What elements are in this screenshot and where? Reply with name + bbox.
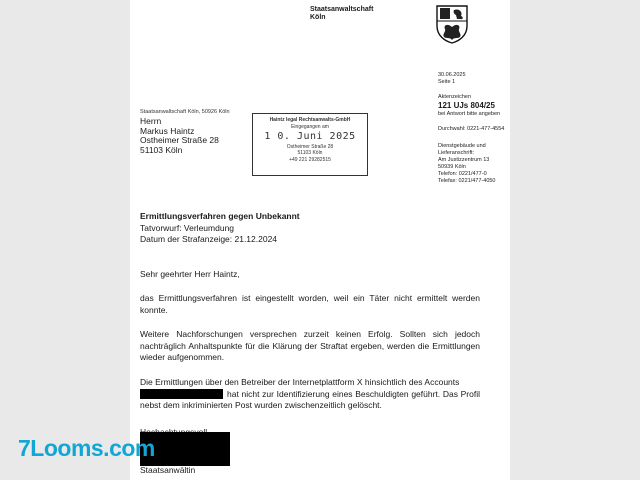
subject-complaint-date: Datum der Strafanzeige: 21.12.2024 xyxy=(140,234,278,244)
page-number: Seite 1 xyxy=(438,79,456,85)
authority-city: Köln xyxy=(310,14,326,21)
stamp-address-line: Ostheimer Straße 28 xyxy=(286,143,334,150)
aktenzeichen-label: Aktenzeichen xyxy=(438,94,472,100)
stamp-address-line: +49 221 29282515 xyxy=(289,156,331,163)
redacted-account-name xyxy=(140,389,223,399)
sender-return-address: Staatsanwaltschaft Köln, 50926 Köln xyxy=(140,109,230,115)
scan-background-right xyxy=(510,0,640,480)
stamp-firm: Haintz legal Rechtsanwalts-GmbH xyxy=(269,117,351,123)
office-address-line: Telefon: 0221/477-0 xyxy=(438,171,487,177)
stamp-address-line: 51103 Köln xyxy=(297,150,323,156)
office-address-line: 50939 Köln xyxy=(438,164,466,170)
recipient-line: Herrn xyxy=(140,116,162,126)
letter-date: 30.06.2025 xyxy=(438,72,466,78)
paragraph-text: Die Ermittlungen über den Betreiber der Internetplattform X hinsichtlich des Accounts xyxy=(140,377,460,387)
office-address xyxy=(438,143,510,185)
authority-name: Staatsanwaltschaft xyxy=(310,6,374,13)
office-address-line: Lieferanschrift: xyxy=(438,150,475,156)
subject-title: Ermittlungsverfahren gegen Unbekannt xyxy=(140,211,300,221)
stamp-date: 1 0. Juni 2025 xyxy=(264,131,356,142)
aktenzeichen-note: bei Antwort bitte angeben xyxy=(438,111,501,117)
watermark-logo: 7Looms.com xyxy=(18,435,155,461)
salutation: Sehr geehrter Herr Haintz, xyxy=(140,269,240,279)
subject-charge: Tatvorwurf: Verleumdung xyxy=(140,223,235,233)
aktenzeichen: 121 UJs 804/25 xyxy=(438,101,495,110)
recipient-address xyxy=(140,117,219,155)
office-address-line: Telefax: 0221/477-4050 xyxy=(438,178,496,184)
recipient-line: Ostheimer Straße 28 xyxy=(140,135,219,145)
signatory-role: Staatsanwältin xyxy=(140,465,196,475)
received-stamp xyxy=(252,113,368,176)
paragraph-platform-account xyxy=(140,377,480,412)
recipient-line: Markus Haintz xyxy=(140,125,195,136)
letter-page xyxy=(130,0,510,480)
paragraph-discontinued: das Ermittlungsverfahren ist eingestellt worden, weil ein Täter nicht ermittelt werden konnte. xyxy=(140,293,480,315)
office-address-line: Am Justizzentrum 13 xyxy=(438,157,490,163)
office-address-line: Dienstgebäude und xyxy=(438,143,486,149)
stamp-received-label: Eingegangen am xyxy=(291,123,329,130)
phone-extension: Durchwahl: 0221-477-4554 xyxy=(438,126,505,132)
paragraph-further-investigation: Weitere Nachforschungen versprechen zurzeit keinen Erfolg. Sollten sich jedoch nachträglich Anhaltspunkte für die Klärung der Straftat ergeben, werden die Ermittlungen wieder aufgenommen. xyxy=(140,329,480,362)
coat-of-arms-icon xyxy=(435,4,469,44)
recipient-line: 51103 Köln xyxy=(140,144,183,155)
scan-background-left xyxy=(0,0,130,480)
paragraph-text: hat nicht zur Identifizierung eines Beschuldigten geführt. Das Profil nebst dem inkriminierten Post wurden zwischenzeitlich gelöscht. xyxy=(140,388,480,410)
